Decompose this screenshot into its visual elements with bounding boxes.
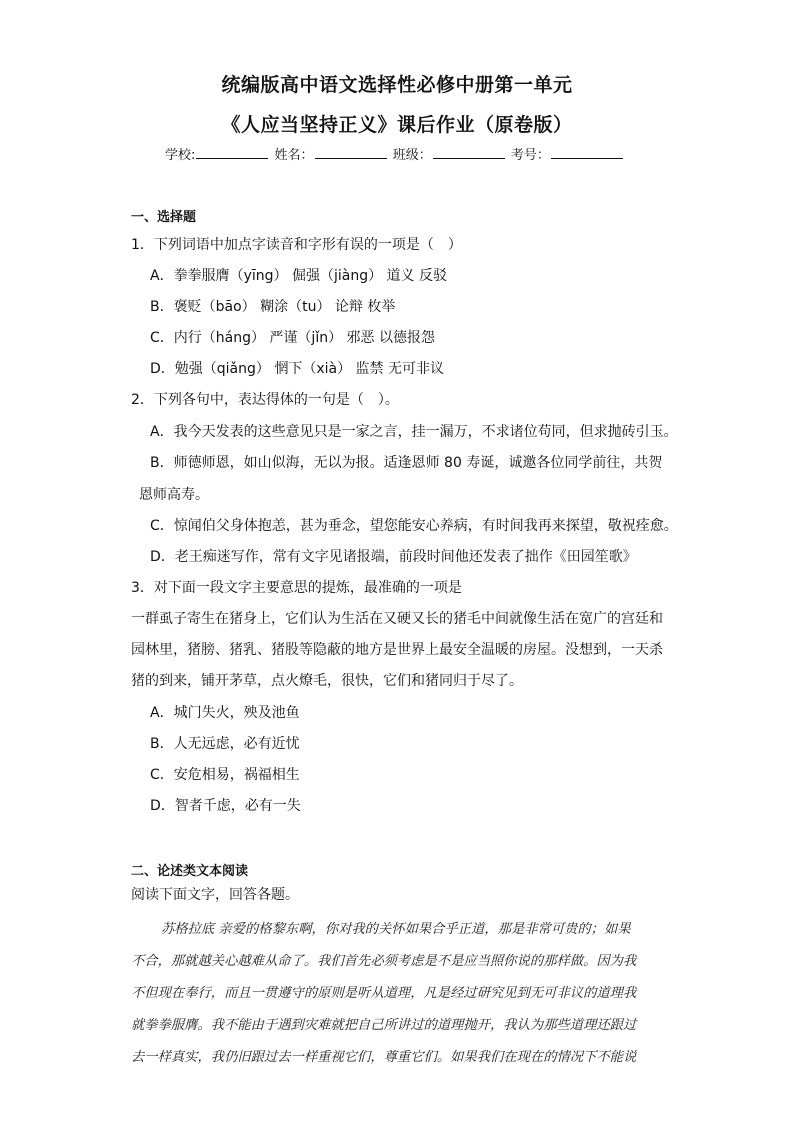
- name-label: 姓名：: [274, 148, 314, 163]
- student-info-line: [165, 144, 625, 163]
- question-stem: 1．下列词语中加点字读音和字形有误的一项是（ ）: [131, 237, 462, 253]
- question-body-line: 园林里，猪膀、猪乳、猪股等隐蔽的地方是世界上最安全温暖的房屋。没想到，一天杀: [131, 642, 663, 658]
- question-body-line: 一群虱子寄生在猪身上，它们认为生活在又硬又长的猪毛中间就像生活在宽广的宫廷和: [131, 611, 663, 627]
- section-heading: 二、论述类文本阅读: [131, 864, 249, 879]
- school-blank[interactable]: [196, 146, 268, 159]
- number-label: 考号：: [510, 148, 550, 163]
- option-d: D．勉强（qiǎng） 惘下（xià） 监禁 无可非议: [150, 361, 444, 377]
- question-stem: 3．对下面一段文字主要意思的提炼，最准确的一项是: [131, 580, 462, 596]
- option-c: C．内行（háng） 严谨（jǐn） 邪恶 以德报怨: [150, 330, 435, 346]
- section-heading: 一、选择题: [131, 210, 197, 225]
- option-a: A．拳拳服膺（yīng） 倔强（jiàng） 道义 反驳: [150, 268, 447, 284]
- passage-line: 去一样真实，我仍旧跟过去一样重视它们，尊重它们。如果我们在现在的情况下不能说: [131, 1050, 637, 1065]
- question-body-line: 猪的到来，铺开茅草，点火燎毛，很快，它们和猪同归于尽了。: [131, 673, 523, 689]
- class-label: 班级：: [392, 148, 432, 163]
- passage-line: 不合，那就越关心越难从命了。我们首先必须考虑是不是应当照你说的那样做。因为我: [131, 954, 637, 969]
- passage-line: 就拳拳服膺。我不能由于遇到灾难就把自己所讲过的道理抛开，我认为那些道理还跟过: [131, 1018, 637, 1033]
- option-c: C．惊闻伯父身体抱恙，甚为垂念，望您能安心养病，有时间我再来探望，敬祝痊愈。: [150, 518, 678, 534]
- option-b: B．师德师恩，如山似海，无以为报。适逢恩师 80 寿诞，诚邀各位同学前往，共贺: [150, 455, 663, 471]
- document-title: 统编版高中语文选择性必修中册第一单元: [221, 74, 573, 96]
- reading-intro: 阅读下面文字，回答各题。: [131, 887, 299, 903]
- option-b-continued: 恩师高寿。: [139, 487, 209, 503]
- question-stem: 2．下列各句中，表达得体的一句是（ ）。: [131, 392, 399, 408]
- passage-line: 苏格拉底 亲爱的格黎东啊，你对我的关怀如果合乎正道，那是非常可贵的；如果: [161, 922, 631, 937]
- option-d: D．老王痴迷写作，常有文字见诸报端，前段时间他还发表了拙作《田园笙歌》: [150, 549, 637, 565]
- option-b: B．人无远虑，必有近忧: [150, 736, 300, 752]
- option-a: A．城门失火，殃及池鱼: [150, 705, 300, 721]
- passage-line: 不但现在奉行，而且一贯遵守的原则是听从道理，凡是经过研究见到无可非议的道理我: [131, 986, 637, 1001]
- option-d: D．智者千虑，必有一失: [150, 798, 301, 814]
- option-c: C．安危相易，祸福相生: [150, 767, 300, 783]
- option-b: B．褒贬（bāo） 糊涂（tu） 论辩 枚举: [150, 299, 396, 315]
- school-label: 学校:: [165, 148, 196, 163]
- class-blank[interactable]: [433, 146, 505, 159]
- number-blank[interactable]: [551, 146, 623, 159]
- name-blank[interactable]: [315, 146, 387, 159]
- document-subtitle: 《人应当坚持正义》课后作业（原卷版）: [221, 114, 573, 136]
- option-a: A．我今天发表的这些意见只是一家之言，挂一漏万，不求诸位苟同，但求抛砖引玉。: [150, 424, 678, 440]
